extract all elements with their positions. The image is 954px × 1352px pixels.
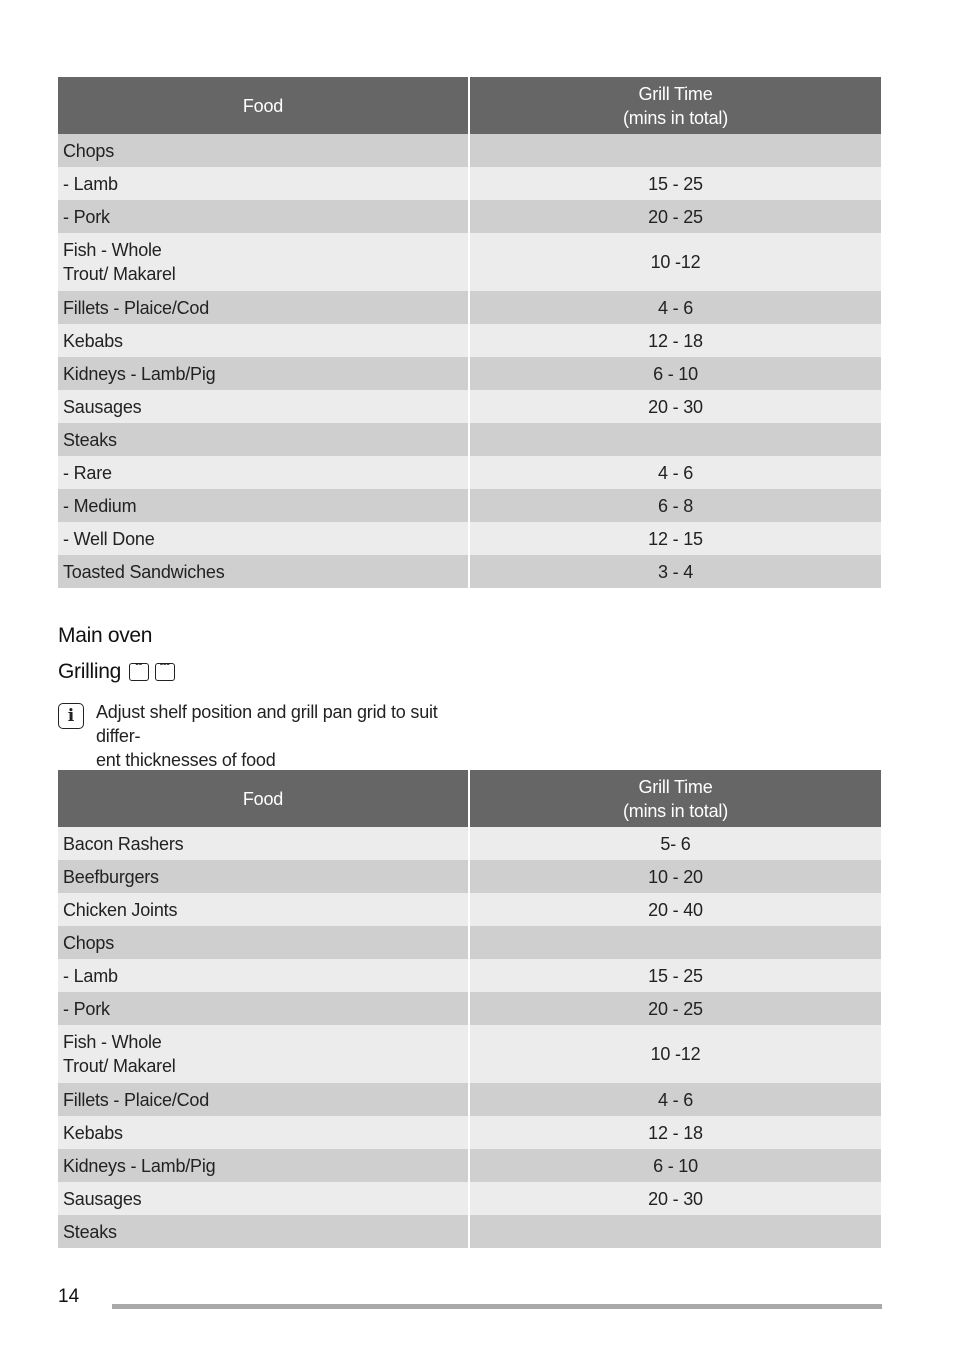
time-cell bbox=[469, 134, 881, 167]
header-grill-time-line2: (mins in total) bbox=[622, 107, 729, 128]
table-row bbox=[58, 291, 881, 324]
header-grill-time-line2: (mins in total) bbox=[622, 800, 729, 821]
info-icon-glyph: i bbox=[67, 705, 75, 726]
food-cell: Kidneys - Lamb/Pig bbox=[58, 357, 469, 390]
header-food: Food bbox=[58, 770, 469, 827]
food-cell: Fillets - Plaice/Cod bbox=[58, 1083, 469, 1116]
table-row bbox=[58, 1083, 881, 1116]
time-cell: 15 - 25 bbox=[469, 167, 881, 200]
grill-function-icon bbox=[129, 663, 149, 681]
time-cell: 20 - 40 bbox=[469, 893, 881, 926]
time-cell bbox=[469, 926, 881, 959]
time-cell: 5- 6 bbox=[469, 827, 881, 860]
info-note-text: Adjust shelf position and grill pan grid to suit differ- ent thicknesses of food bbox=[96, 702, 438, 770]
header-grill-time bbox=[469, 770, 881, 827]
table-row bbox=[58, 489, 881, 522]
food-cell: - Lamb bbox=[58, 167, 469, 200]
info-note bbox=[58, 700, 466, 772]
food-cell: Fillets - Plaice/Cod bbox=[58, 291, 469, 324]
time-cell: 20 - 25 bbox=[469, 200, 881, 233]
food-cell: Chicken Joints bbox=[58, 893, 469, 926]
time-cell: 12 - 18 bbox=[469, 1116, 881, 1149]
time-cell: 12 - 15 bbox=[469, 522, 881, 555]
table-row bbox=[58, 959, 881, 992]
time-cell: 10 - 20 bbox=[469, 860, 881, 893]
food-cell: Chops bbox=[58, 134, 469, 167]
time-cell: 20 - 30 bbox=[469, 1182, 881, 1215]
table-row bbox=[58, 200, 881, 233]
table-row bbox=[58, 1149, 881, 1182]
table-row bbox=[58, 390, 881, 423]
food-cell: - Pork bbox=[58, 200, 469, 233]
time-cell: 6 - 10 bbox=[469, 1149, 881, 1182]
time-cell: 20 - 30 bbox=[469, 390, 881, 423]
food-cell: Toasted Sandwiches bbox=[58, 555, 469, 588]
table-header bbox=[58, 770, 881, 827]
table-row bbox=[58, 1215, 881, 1248]
dual-grill-function-icon bbox=[155, 663, 175, 681]
grill-time-table-2 bbox=[58, 770, 881, 1248]
dual-grill-function-icon-marks: ˘˘˘ bbox=[159, 663, 170, 674]
section-title: Main oven bbox=[58, 624, 153, 647]
header-grill-time bbox=[469, 77, 881, 134]
table-row bbox=[58, 324, 881, 357]
food-cell: - Pork bbox=[58, 992, 469, 1025]
subtitle-text: Grilling bbox=[58, 660, 121, 683]
food-cell: - Well Done bbox=[58, 522, 469, 555]
table-row bbox=[58, 893, 881, 926]
food-cell: Sausages bbox=[58, 1182, 469, 1215]
table-row bbox=[58, 555, 881, 588]
footer-divider bbox=[112, 1304, 882, 1309]
time-cell bbox=[469, 423, 881, 456]
food-cell: Kebabs bbox=[58, 1116, 469, 1149]
time-cell: 10 -12 bbox=[469, 233, 881, 291]
food-cell: Kebabs bbox=[58, 324, 469, 357]
table-row bbox=[58, 357, 881, 390]
table-row bbox=[58, 860, 881, 893]
table-row bbox=[58, 827, 881, 860]
header-grill-time-line1: Grill Time bbox=[638, 83, 713, 104]
info-icon bbox=[58, 703, 84, 729]
time-cell: 4 - 6 bbox=[469, 456, 881, 489]
table-row bbox=[58, 992, 881, 1025]
food-cell: Steaks bbox=[58, 1215, 469, 1248]
header-food: Food bbox=[58, 77, 469, 134]
table-row bbox=[58, 1025, 881, 1083]
table-row bbox=[58, 926, 881, 959]
food-cell: Steaks bbox=[58, 423, 469, 456]
table-row bbox=[58, 134, 881, 167]
time-cell: 4 - 6 bbox=[469, 1083, 881, 1116]
food-cell: - Medium bbox=[58, 489, 469, 522]
page-number: 14 bbox=[58, 1286, 80, 1307]
grill-function-icon-marks: ˘˘ bbox=[135, 663, 143, 674]
food-cell: Kidneys - Lamb/Pig bbox=[58, 1149, 469, 1182]
table-row bbox=[58, 167, 881, 200]
food-cell: Fish - Whole Trout/ Makarel bbox=[58, 1025, 469, 1083]
table-row bbox=[58, 1182, 881, 1215]
time-cell: 6 - 10 bbox=[469, 357, 881, 390]
time-cell: 6 - 8 bbox=[469, 489, 881, 522]
time-cell: 12 - 18 bbox=[469, 324, 881, 357]
table-row bbox=[58, 522, 881, 555]
food-cell: Chops bbox=[58, 926, 469, 959]
food-cell: - Rare bbox=[58, 456, 469, 489]
food-cell: Fish - Whole Trout/ Makarel bbox=[58, 233, 469, 291]
time-cell: 4 - 6 bbox=[469, 291, 881, 324]
table-row bbox=[58, 233, 881, 291]
time-cell: 15 - 25 bbox=[469, 959, 881, 992]
table-header bbox=[58, 77, 881, 134]
header-grill-time-line1: Grill Time bbox=[638, 776, 713, 797]
grill-time-table-1 bbox=[58, 77, 881, 588]
table-row bbox=[58, 423, 881, 456]
time-cell bbox=[469, 1215, 881, 1248]
time-cell: 3 - 4 bbox=[469, 555, 881, 588]
food-cell: Bacon Rashers bbox=[58, 827, 469, 860]
time-cell: 10 -12 bbox=[469, 1025, 881, 1083]
food-cell: - Lamb bbox=[58, 959, 469, 992]
time-cell: 20 - 25 bbox=[469, 992, 881, 1025]
food-cell: Sausages bbox=[58, 390, 469, 423]
section-subtitle bbox=[58, 660, 175, 684]
food-cell: Beefburgers bbox=[58, 860, 469, 893]
table-row bbox=[58, 456, 881, 489]
table-row bbox=[58, 1116, 881, 1149]
